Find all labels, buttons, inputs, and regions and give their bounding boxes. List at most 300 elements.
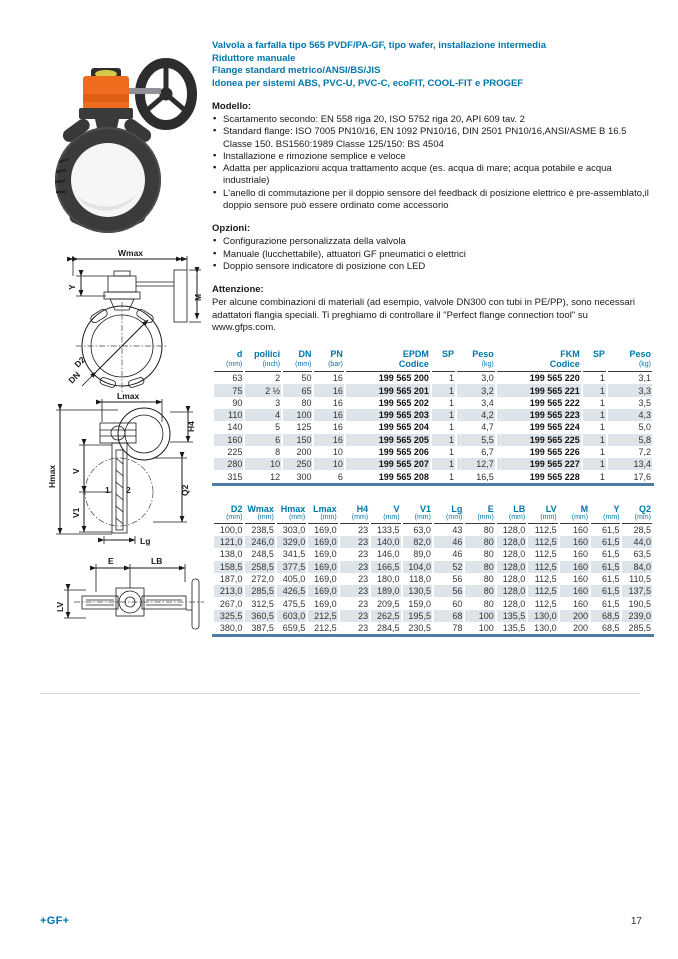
table-cell: 262,5 xyxy=(371,610,400,622)
table-cell: 603,0 xyxy=(277,610,306,622)
column-header: PN xyxy=(330,349,343,360)
bullet-item: • Configurazione personalizzata della valvola xyxy=(212,236,654,248)
table-cell: 475,5 xyxy=(282,598,306,609)
table-cell: 80 xyxy=(465,585,494,597)
table-cell: 146,0 xyxy=(377,549,400,560)
bullet-item: • L'anello di commutazione per il doppio sensore del feedback di posizione elettrico è pre-assemblato,il doppio sensore può essere ordinato come accessorio xyxy=(212,188,654,213)
section-heading-attenzione: Attenzione: xyxy=(212,284,264,296)
table-cell: 238,5 xyxy=(251,524,274,535)
column-unit: (mm) xyxy=(465,514,494,524)
table-cell: 160 xyxy=(573,524,589,535)
table-cell: 61,5 xyxy=(591,561,620,573)
table-cell: 90 xyxy=(232,397,243,408)
table-cell: 659,5 xyxy=(282,623,306,634)
table-cell: 166,5 xyxy=(371,561,400,573)
column-header: DN xyxy=(298,349,312,360)
table-cell: 285,5 xyxy=(245,585,274,597)
drawing-top-view xyxy=(52,552,210,652)
table-cell: 169,0 xyxy=(314,524,337,535)
table-cell: 199 565 200 xyxy=(378,373,429,384)
table-cell: 80 xyxy=(465,536,494,548)
table-cell: 78 xyxy=(452,623,463,634)
table-row xyxy=(214,409,652,421)
column-header: Peso xyxy=(629,349,651,360)
section-heading-modello: Modello: xyxy=(212,101,252,112)
table-cell: 200 xyxy=(560,610,589,622)
column-header: Lmax xyxy=(313,503,337,514)
table-cell: 3,3 xyxy=(608,384,652,396)
column-header: Wmax xyxy=(247,503,274,514)
bullet-item: • Adatta per applicazioni acqua trattamento acque (es. acqua di mare; acqua potabile e acqua industriale) xyxy=(212,163,654,188)
table-cell: 1 xyxy=(583,409,606,421)
table-cell: 16 xyxy=(332,422,343,433)
table-header-row xyxy=(214,502,652,514)
table-cell: 100,0 xyxy=(219,524,243,535)
table-cell: 63,0 xyxy=(413,524,431,535)
column-unit: (kg) xyxy=(457,359,495,372)
table-cell: 160 xyxy=(573,574,589,584)
butterfly-valve-photo xyxy=(35,42,205,238)
dim-label-hmax: Hmax xyxy=(47,464,57,488)
section-heading-opzioni: Opzioni: xyxy=(212,223,250,235)
table-cell: 160 xyxy=(560,561,589,573)
column-unit xyxy=(583,359,606,372)
table-row xyxy=(214,524,652,536)
table-cell: 112,5 xyxy=(534,574,557,584)
table-cell: 380,0 xyxy=(219,623,243,634)
table-cell: 82,0 xyxy=(403,536,432,548)
table-cell: 246,0 xyxy=(245,536,274,548)
table-cell: 128,0 xyxy=(497,536,526,548)
table-cell: 213,0 xyxy=(214,585,243,597)
column-unit: (bar) xyxy=(314,359,343,372)
table-cell: 100 xyxy=(478,623,494,634)
column-unit xyxy=(432,359,455,372)
table-row xyxy=(214,573,652,585)
side-view-diagram xyxy=(42,392,210,547)
column-header: H4 xyxy=(356,503,369,514)
table-cell: 199 565 203 xyxy=(346,409,430,421)
table-header-row xyxy=(214,347,652,359)
dim-label-e: E xyxy=(108,556,114,566)
column-header: V xyxy=(393,503,400,514)
table-cell: 23 xyxy=(358,574,369,584)
table-cell: 300 xyxy=(296,471,312,482)
table-cell: 199 565 221 xyxy=(497,384,581,396)
table-cell: 1 xyxy=(599,397,605,408)
dim-label-h4: H4 xyxy=(186,421,196,432)
table-cell: 199 565 206 xyxy=(378,447,429,458)
table-cell: 169,0 xyxy=(314,598,337,609)
column-header: EPDM xyxy=(402,349,429,360)
table-cell: 190,5 xyxy=(628,598,651,609)
column-unit: (mm) xyxy=(214,514,243,524)
table-cell: 44,0 xyxy=(622,536,652,548)
column-header: LV xyxy=(545,503,557,514)
dim-label-d2: D2 xyxy=(72,354,88,370)
table-row xyxy=(214,622,652,634)
bullet-item: • Scartamento secondo: EN 558 riga 20, ISO 5752 riga 20, API 609 tav. 2 xyxy=(212,114,654,126)
table-units-row xyxy=(214,359,652,372)
table-cell: 3,2 xyxy=(457,384,495,396)
table-cell: 3,0 xyxy=(481,373,494,384)
footer-divider xyxy=(40,693,640,694)
column-unit: (mm) xyxy=(340,514,369,524)
table-cell: 199 565 228 xyxy=(529,471,580,482)
table-cell: 1 xyxy=(432,458,455,470)
table-cell: 128,0 xyxy=(502,549,526,560)
table-cell: 180,0 xyxy=(377,574,400,584)
column-unit: (mm) xyxy=(497,514,526,524)
dim-label-lb: LB xyxy=(151,556,163,566)
table-cell: 169,0 xyxy=(314,549,337,560)
table-row xyxy=(214,397,652,409)
table-row xyxy=(214,421,652,433)
table-cell: 10 xyxy=(332,447,343,458)
dim-label-lg: Lg xyxy=(140,536,151,546)
table-cell: 1 xyxy=(448,471,454,482)
table-cell: 1 xyxy=(432,384,455,396)
table-cell: 130,0 xyxy=(528,610,557,622)
title-line-1: Valvola a farfalla tipo 565 PVDF/PA-GF, tipo wafer, installazione intermedia xyxy=(212,40,547,51)
table-row xyxy=(214,470,652,482)
table-cell: 23 xyxy=(358,524,369,535)
column-header: d xyxy=(236,349,243,360)
table-cell: 13,4 xyxy=(608,458,652,470)
table-cell: 3,1 xyxy=(638,373,651,384)
table-cell: 199 565 220 xyxy=(529,373,580,384)
bullet-item: • Doppio sensore indicatore di posizione con LED xyxy=(212,261,654,273)
column-header: M xyxy=(580,503,589,514)
table-cell: 189,0 xyxy=(371,585,400,597)
table-cell: 121,0 xyxy=(214,536,243,548)
table-cell: 56 xyxy=(434,585,463,597)
column-header: LB xyxy=(513,503,526,514)
table-cell: 100 xyxy=(283,409,312,421)
column-header: Lg xyxy=(451,503,463,514)
table-cell: 7,2 xyxy=(638,447,651,458)
table-cell: 12 xyxy=(270,471,281,482)
table-cell: 3,5 xyxy=(638,397,651,408)
table-cell: 128,0 xyxy=(502,524,526,535)
table-cell: 159,0 xyxy=(408,598,431,609)
table-cell: 50 xyxy=(301,373,312,384)
table-cell: 16 xyxy=(314,434,343,446)
table-cell: 128,0 xyxy=(502,574,526,584)
table-cell: 1 xyxy=(448,447,454,458)
table-cell: 10 xyxy=(245,458,281,470)
table-cell: 267,0 xyxy=(219,598,243,609)
table-cell: 138,0 xyxy=(219,549,243,560)
marker-1: 1 xyxy=(105,485,110,495)
table-cell: 199 565 227 xyxy=(497,458,581,470)
column-header: Q2 xyxy=(638,503,651,514)
table-cell: 125 xyxy=(296,422,312,433)
table-cell: 16 xyxy=(332,373,343,384)
table-cell: 248,5 xyxy=(251,549,274,560)
gf-logo: +GF+ xyxy=(40,915,70,927)
marker-2: 2 xyxy=(126,485,131,495)
table-cell: 2 ½ xyxy=(245,384,281,396)
table-cell: 169,0 xyxy=(308,536,337,548)
table-cell: 135,5 xyxy=(502,623,526,634)
table-cell: 158,5 xyxy=(214,561,243,573)
dim-label-m: M xyxy=(193,293,203,301)
table-cell: 23 xyxy=(358,598,369,609)
table-cell: 65 xyxy=(283,384,312,396)
dim-label-wmax: Wmax xyxy=(118,248,144,258)
table-cell: 140 xyxy=(227,422,243,433)
table-cell: 12,7 xyxy=(457,458,495,470)
table-cell: 160 xyxy=(560,536,589,548)
table-cell: 61,5 xyxy=(601,549,620,560)
table-row xyxy=(214,585,652,597)
attenzione-text: Per alcune combinazioni di materiali (ad esempio, valvole DN300 con tubi in PE/PP), sono necessari adattatori flangia speciali. Ti preghiamo di controllare il "Perfect flange connection tool" su www.gfps.com. xyxy=(212,297,635,333)
table-cell: 52 xyxy=(434,561,463,573)
drawing-side-view xyxy=(42,392,210,547)
column-header: SP xyxy=(592,349,605,360)
table-cell: 46 xyxy=(434,536,463,548)
column-header: V1 xyxy=(419,503,431,514)
table-cell: 5,0 xyxy=(638,422,651,433)
table-cell: 80 xyxy=(483,574,494,584)
table-cell: 3 xyxy=(275,397,281,408)
table-cell: 61,5 xyxy=(601,574,620,584)
table-cell: 426,5 xyxy=(277,585,306,597)
table-cell: 118,0 xyxy=(409,574,431,584)
content-column xyxy=(212,40,654,637)
column-header: Hmax xyxy=(280,503,306,514)
column-header: Y xyxy=(613,503,620,514)
table-cell: 16 xyxy=(332,397,343,408)
table-cell: 169,0 xyxy=(314,574,337,584)
table-cell: 68 xyxy=(434,610,463,622)
column-header: E xyxy=(487,503,494,514)
column-unit: (mm) xyxy=(591,514,620,524)
table-cell: 60 xyxy=(452,598,463,609)
table-cell: 75 xyxy=(214,384,243,396)
table-cell: 46 xyxy=(452,549,463,560)
table-cell: 4 xyxy=(245,409,281,421)
table-cell: 377,5 xyxy=(277,561,306,573)
table-cell: 23 xyxy=(358,549,369,560)
table-cell: 80 xyxy=(483,549,494,560)
table-cell: 160 xyxy=(214,434,243,446)
table-cell: 137,5 xyxy=(622,585,652,597)
table-cell: 56 xyxy=(452,574,463,584)
table-cell: 6 xyxy=(337,471,343,482)
column-unit: (mm) xyxy=(528,514,557,524)
column-unit: (mm) xyxy=(308,514,337,524)
column-unit: (mm) xyxy=(283,359,312,372)
table-cell: 68,5 xyxy=(591,610,620,622)
column-unit: Codice xyxy=(346,359,430,372)
table-cell: 5,8 xyxy=(608,434,652,446)
table-row xyxy=(214,434,652,446)
table-cell: 199 565 204 xyxy=(378,422,429,433)
table-cell: 43 xyxy=(452,524,463,535)
table-cell: 110,5 xyxy=(629,574,651,584)
table-cell: 150 xyxy=(283,434,312,446)
column-header: D2 xyxy=(230,503,243,514)
table-cell: 160 xyxy=(573,598,589,609)
column-unit: (mm) xyxy=(214,359,243,372)
table-cell: 5 xyxy=(275,422,281,433)
table-cell: 61,5 xyxy=(601,598,620,609)
table-cell: 4,3 xyxy=(608,409,652,421)
table-cell: 315 xyxy=(227,471,243,482)
column-unit: (mm) xyxy=(403,514,432,524)
table-cell: 387,5 xyxy=(251,623,274,634)
table-cell: 112,5 xyxy=(528,585,557,597)
table-cell: 84,0 xyxy=(622,561,652,573)
dim-label-lmax: Lmax xyxy=(117,392,140,401)
table-cell: 284,5 xyxy=(377,623,400,634)
table-cell: 133,5 xyxy=(377,524,400,535)
front-view-diagram xyxy=(48,246,208,394)
dim-label-v1: V1 xyxy=(71,507,81,518)
table-cell: 112,5 xyxy=(528,536,557,548)
table-cell: 61,5 xyxy=(601,524,620,535)
page-number: 17 xyxy=(630,916,642,927)
table-row xyxy=(214,536,652,548)
table-cell: 23 xyxy=(358,623,369,634)
table-cell: 140,0 xyxy=(371,536,400,548)
table-cell: 360,5 xyxy=(245,610,274,622)
table-cell: 89,0 xyxy=(413,549,431,560)
table-cell: 63,5 xyxy=(633,549,651,560)
column-header: pollici xyxy=(254,349,281,360)
table-cell: 1 xyxy=(432,409,455,421)
drawing-front-view xyxy=(48,246,208,394)
table-cell: 112,5 xyxy=(534,549,557,560)
table-cell: 112,5 xyxy=(528,561,557,573)
table-cell: 303,0 xyxy=(282,524,306,535)
table-cell: 169,0 xyxy=(308,585,337,597)
table-cell: 4,7 xyxy=(481,422,494,433)
table-cell: 1 xyxy=(599,422,605,433)
table-cell: 3,4 xyxy=(481,397,494,408)
table-row xyxy=(214,610,652,622)
table-cell: 16,5 xyxy=(476,471,494,482)
table-cell: 199 565 207 xyxy=(346,458,430,470)
table-cell: 239,0 xyxy=(622,610,652,622)
bullet-item: • Installazione e rimozione semplice e veloce xyxy=(212,151,654,163)
column-header: SP xyxy=(441,349,454,360)
table-cell: 63 xyxy=(232,373,243,384)
table-cell: 130,0 xyxy=(534,623,557,634)
table-cell: 341,5 xyxy=(282,549,306,560)
table-cell: 329,0 xyxy=(277,536,306,548)
table-cell: 28,5 xyxy=(633,524,651,535)
table-row xyxy=(214,384,652,396)
table-cell: 199 565 202 xyxy=(378,397,429,408)
table-cell: 4,2 xyxy=(457,409,495,421)
table-cell: 230,5 xyxy=(408,623,431,634)
column-unit: (mm) xyxy=(245,514,274,524)
table-cell: 61,5 xyxy=(591,585,620,597)
table-cell: 200 xyxy=(573,623,589,634)
table-cell: 68,5 xyxy=(601,623,620,634)
table-cell: 16 xyxy=(314,384,343,396)
top-view-diagram xyxy=(52,552,210,652)
table-cell: 160 xyxy=(560,585,589,597)
table-row xyxy=(214,561,652,573)
table-cell: 17,6 xyxy=(633,471,651,482)
table-cell: 5,5 xyxy=(457,434,495,446)
table-cell: 61,5 xyxy=(591,536,620,548)
table-cell: 1 xyxy=(448,422,454,433)
table-cell: 110 xyxy=(214,409,243,421)
table-cell: 212,5 xyxy=(308,610,337,622)
dim-label-v: V xyxy=(71,468,81,474)
column-unit: (mm) xyxy=(622,514,652,524)
table-cell: 10 xyxy=(314,458,343,470)
table-cell: 187,0 xyxy=(219,574,243,584)
table-cell: 1 xyxy=(448,373,454,384)
title-line-2: Riduttore manuale xyxy=(212,52,296,64)
table-cell: 6,7 xyxy=(481,447,494,458)
table-cell: 285,5 xyxy=(628,623,651,634)
column-unit: (inch) xyxy=(245,359,281,372)
table-cell: 280 xyxy=(214,458,243,470)
table-cell: 23 xyxy=(340,536,369,548)
table-cell: 199 565 226 xyxy=(529,447,580,458)
table-cell: 1 xyxy=(583,458,606,470)
table-cell: 112,5 xyxy=(534,524,557,535)
table-cell: 405,0 xyxy=(282,574,306,584)
dim-label-y: Y xyxy=(67,284,77,290)
table-cell: 128,0 xyxy=(497,561,526,573)
table-cell: 160 xyxy=(573,549,589,560)
table-cell: 100 xyxy=(465,610,494,622)
table-cell: 1 xyxy=(599,447,605,458)
table-cell: 250 xyxy=(283,458,312,470)
column-header: FKM xyxy=(560,349,580,360)
column-unit: Codice xyxy=(497,359,581,372)
table-cell: 325,5 xyxy=(214,610,243,622)
table-cell: 1 xyxy=(583,434,606,446)
table-row xyxy=(214,597,652,609)
table-cell: 1 xyxy=(599,471,605,482)
column-header: Peso xyxy=(472,349,494,360)
table-row xyxy=(214,372,652,384)
table-cell: 23 xyxy=(340,561,369,573)
table-cell: 199 565 223 xyxy=(497,409,581,421)
bullet-item: • Manuale (lucchettabile), attuatori GF pneumatici o elettrici xyxy=(212,249,654,261)
product-title xyxy=(212,40,654,90)
table-cell: 23 xyxy=(340,610,369,622)
table-cell: 199 565 205 xyxy=(346,434,430,446)
table-cell: 16 xyxy=(314,409,343,421)
modello-bullet-list xyxy=(212,114,654,212)
table-cell: 169,0 xyxy=(308,561,337,573)
table-cell: 312,5 xyxy=(251,598,274,609)
table-cell: 1 xyxy=(599,373,605,384)
table-cell: 199 565 222 xyxy=(529,397,580,408)
column-unit: (mm) xyxy=(277,514,306,524)
table-cell: 195,5 xyxy=(403,610,432,622)
table-cell: 6 xyxy=(245,434,281,446)
column-unit: (kg) xyxy=(608,359,652,372)
table-row xyxy=(214,458,652,470)
table-cell: 1 xyxy=(448,397,454,408)
table-cell: 80 xyxy=(483,598,494,609)
dim-label-dn: DN xyxy=(66,369,83,386)
dim-label-q2: Q2 xyxy=(180,484,190,496)
table-row xyxy=(214,446,652,458)
table-cell: 199 565 224 xyxy=(529,422,580,433)
